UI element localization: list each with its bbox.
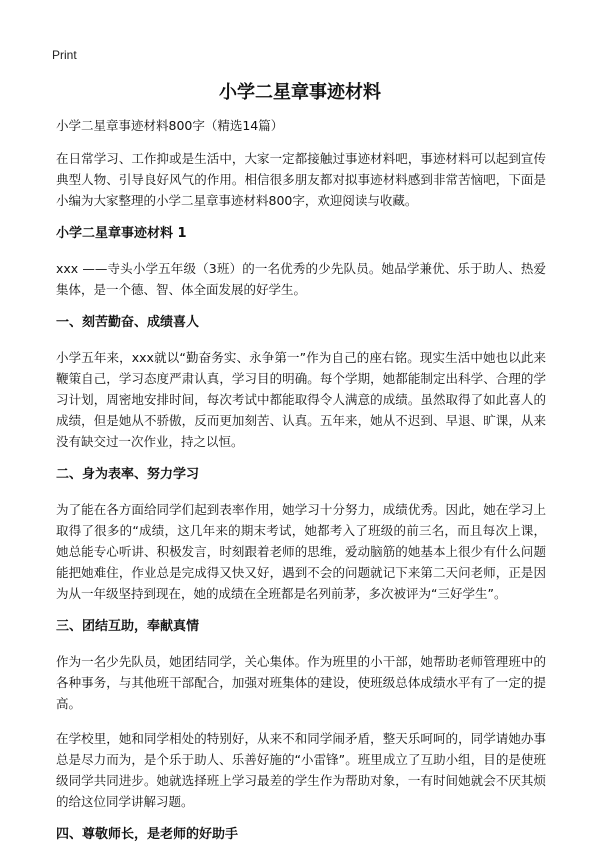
section-intro-paragraph: xxx ——寺头小学五年级（3班）的一名优秀的少先队员。她品学兼优、乐于助人、热爱集体，是一个德、智、体全面发展的好学生。 [56,261,546,297]
paragraph-role-model: 为了能在各方面给同学们起到表率作用，她学习十分努力，成绩优秀。因此，她在学习上取得了很多的“成绩，这几年来的期末考试，她都考入了班级的前三名，而且每次上课，她总能专心听讲、积极发言，时刻跟着老师的思维，爱动脑筋的她基本上很少有什么问题能把她难住，作业总是完成得又快又好，遇到不会的问题就记下来第二天问老师，正是因为从一年级坚持到现在，她的成绩在全班都是名列前茅，多次被评为“三好学生”。 [56,502,546,601]
paragraph-mutual-help-1: 作为一名少先队员，她团结同学，关心集体。作为班里的小干部，她帮助老师管理班中的各种事务，与其他班干部配合，加强对班集体的建设，使班级总体成绩水平有了一定的提高。 [56,654,546,711]
section-title: 小学二星章事迹材料 1 [56,226,187,241]
heading-diligence: 一、刻苦勤奋、成绩喜人 [56,315,200,330]
heading-role-model: 二、身为表率、努力学习 [56,467,200,482]
heading-mutual-help: 三、团结互助，奉献真情 [56,619,200,634]
heading-respect-teachers: 四、尊敬师长，是老师的好助手 [56,827,239,842]
paragraph-diligence: 小学五年来，xxx就以“勤奋务实、永争第一”作为自己的座右铭。现实生活中她也以此来鞭策自己，学习态度严肃认真，学习目的明确。每个学期，她都能制定出科学、合理的学习计划，周密地安排时间，每次考试中都能取得令人满意的成绩。虽然取得了如此喜人的成绩，但是她从不骄傲，反而更加刻苦、认真。五年来，她从不迟到、早退、旷课，从来没有缺交过一次作业，持之以恒。 [56,350,546,449]
page-title: 小学二星章事迹材料 [219,82,381,103]
document-subtitle: 小学二星章事迹材料800字（精选14篇） [56,118,284,133]
document-body [56,118,546,859]
print-link[interactable]: Print [52,48,77,62]
paragraph-mutual-help-2: 在学校里，她和同学相处的特别好，从来不和同学闹矛盾，整天乐呵呵的，同学请她办事总是尽力而为，是个乐于助人、乐善好施的“小雷锋”。班里成立了互助小组，目的是使班级同学共同进步。她就选择班上学习最差的学生作为帮助对象，一有时间她就会不厌其烦的给这位同学讲解习题。 [56,731,546,809]
intro-paragraph: 在日常学习、工作抑或是生活中，大家一定都接触过事迹材料吧，事迹材料可以起到宣传典型人物、引导良好风气的作用。相信很多朋友都对拟事迹材料感到非常苦恼吧，下面是小编为大家整理的小学二星章事迹材料800字，欢迎阅读与收藏。 [56,151,546,208]
